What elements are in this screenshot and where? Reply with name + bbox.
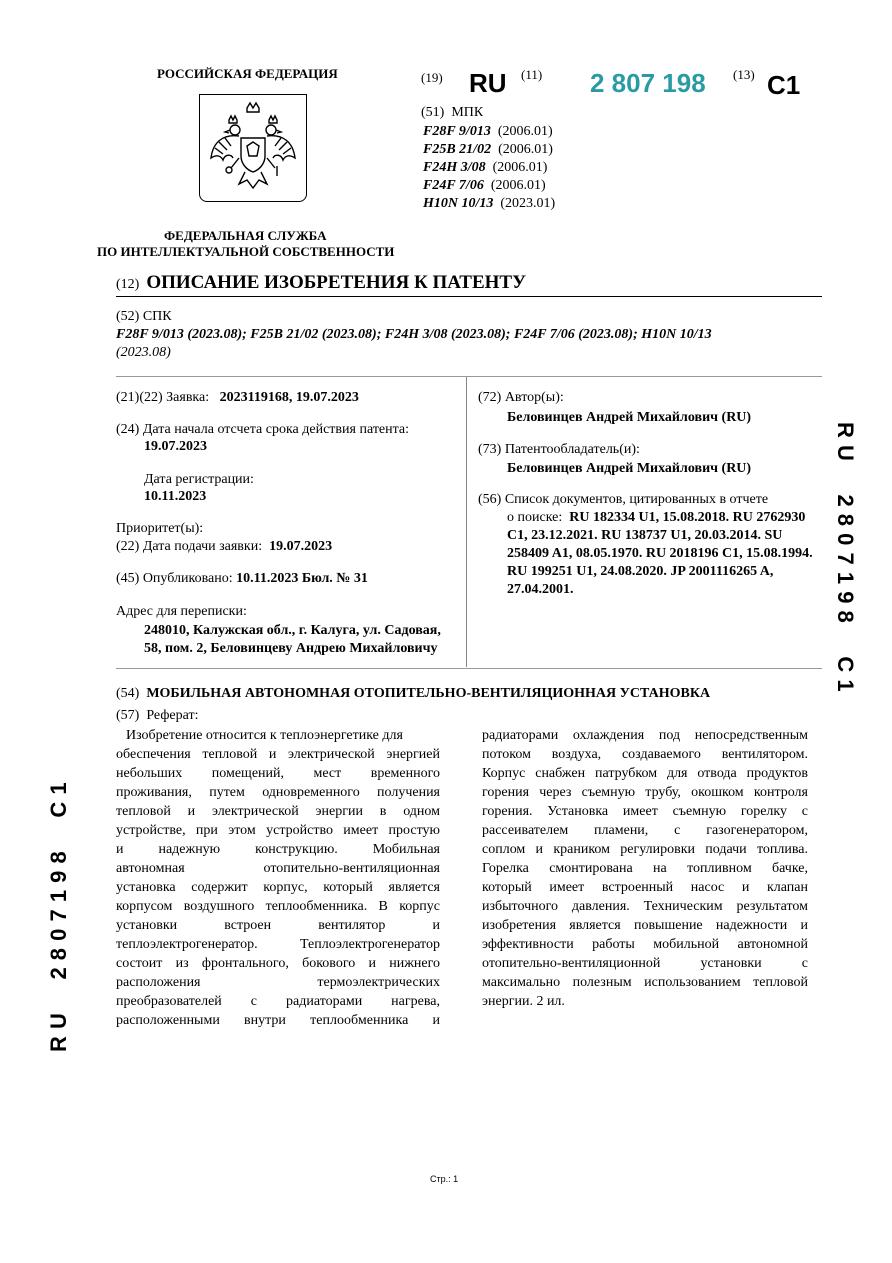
abstract-line: преобразователей с радиаторами нагрева, <box>116 994 440 1009</box>
abstract-line: устройстве, при этом устройство имеет простую <box>116 823 440 838</box>
kind-code: C1 <box>767 70 801 100</box>
abstract-line: Изобретение относится к теплоэнергетике для <box>126 728 403 743</box>
title-rule <box>116 296 822 297</box>
cited-line-3: 258409 A1, 08.05.1970. RU 2018196 C1, 15.08.1994. <box>507 546 813 561</box>
agency-name-line1: ФЕДЕРАЛЬНАЯ СЛУЖБА <box>164 228 327 243</box>
term-start-label: (24) Дата начала отсчета срока действия патента: <box>116 422 410 437</box>
abstract-line: проживания, путем одновременного получения <box>116 785 440 800</box>
agency-name-line2: ПО ИНТЕЛЛЕКТУАЛЬНОЙ СОБСТВЕННОСТИ <box>97 244 395 259</box>
abstract-line: который имеет встроенный насос и клапан <box>482 880 808 895</box>
abstract-heading <box>116 708 198 724</box>
abstract-line: тепловой и электрической энергии в одном <box>116 804 440 819</box>
cited-label: (56) Список документов, цитированных в отчете <box>478 492 769 507</box>
abstract-label: Реферат: <box>146 708 199 723</box>
abstract-line: отопительно-вентиляционной установки с <box>482 956 808 971</box>
registration-label: Дата регистрации: <box>144 472 254 487</box>
biblio-bottom-rule <box>116 668 822 669</box>
cited-line-5: 27.04.2001. <box>507 582 574 597</box>
ipc-entry: H10N 10/13 (2023.01) <box>423 196 556 211</box>
cited-line-4: RU 199251 U1, 24.08.2020. JP 2001116265 A, <box>507 564 774 579</box>
abstract-line: горения. Установка имеет съемную горелку с <box>482 804 808 819</box>
abstract-line: энергии. 2 ил. <box>482 994 565 1009</box>
abstract-line: расположения термоэлектрических <box>116 975 440 990</box>
priority-label: Приоритет(ы): <box>116 521 204 536</box>
abstract-line: состоит из фронтального, бокового и нижнего <box>116 956 440 971</box>
authors-value: Беловинцев Андрей Михайлович (RU) <box>507 410 752 425</box>
holder-label: (73) Патентообладатель(и): <box>478 442 640 457</box>
page-number: Стр.: 1 <box>430 1174 459 1184</box>
code-51: (51) <box>421 105 445 120</box>
abstract-line: теплоэлектрогенератор. Теплоэлектрогенератор <box>116 937 440 952</box>
address-line2: 58, пом. 2, Беловинцеву Андрею Михайловичу <box>144 641 438 656</box>
abstract-line: радиаторами охлаждения под непосредственным <box>482 728 808 743</box>
address-line1: 248010, Калужская обл., г. Калуга, ул. Садовая, <box>144 623 441 638</box>
abstract-line: установка содержит корпус, который является <box>116 880 440 895</box>
side-patent-number-right: R U 2 8 0 7 1 9 8 C 1 <box>833 422 858 693</box>
ipc-heading <box>421 105 483 121</box>
term-start-value: 19.07.2023 <box>144 439 207 454</box>
code-19: (19) <box>421 70 443 85</box>
side-patent-number-left: R U 2 8 0 7 1 9 8 C 1 <box>46 781 71 1052</box>
spk-codes-line2: (2023.08) <box>116 345 171 360</box>
abstract-line: максимально полезным использованием тепловой <box>482 975 808 990</box>
spk-heading <box>116 309 172 325</box>
biblio-divider <box>466 377 467 667</box>
abstract-line: и надежную конструкцию. Мобильная <box>116 842 440 857</box>
authors-label: (72) Автор(ы): <box>478 390 564 405</box>
abstract-line: автономная отопительно-вентиляционная <box>116 861 440 876</box>
spk-codes-line1: F28F 9/013 (2023.08); F25B 21/02 (2023.08); F24H 3/08 (2023.08); F24F 7/06 (2023.08); H10N 10/13 <box>116 327 712 342</box>
invention-title-row <box>116 684 710 702</box>
abstract-line: горения через съемную трубу, окошком контроля <box>482 785 808 800</box>
biblio-top-rule <box>116 376 822 377</box>
registration-value: 10.11.2023 <box>144 489 207 504</box>
ipc-entry: F24F 7/06 (2006.01) <box>423 178 546 193</box>
code-54: (54) <box>116 686 140 701</box>
abstract-right-column <box>482 726 808 1011</box>
code-13: (13) <box>733 67 755 82</box>
published-field: (45) Опубликовано: 10.11.2023 Бюл. № 31 <box>116 571 368 586</box>
code-52: (52) <box>116 309 140 324</box>
invention-title: МОБИЛЬНАЯ АВТОНОМНАЯ ОТОПИТЕЛЬНО-ВЕНТИЛЯЦИОННАЯ УСТАНОВКА <box>146 686 711 701</box>
document-title-row <box>116 272 526 294</box>
country-name: РОССИЙСКАЯ ФЕДЕРАЦИЯ <box>157 66 338 81</box>
ipc-entry: F24H 3/08 (2006.01) <box>423 160 548 175</box>
abstract-line: соплом и краником регулировки подачи топлива. <box>482 842 808 857</box>
abstract-line: Горелка смонтирована на топливном бачке, <box>482 861 808 876</box>
holder-value: Беловинцев Андрей Михайлович (RU) <box>507 461 752 476</box>
code-12: (12) <box>116 277 140 292</box>
ipc-entry: F25B 21/02 (2006.01) <box>423 142 553 157</box>
abstract-line: обеспечения тепловой и электрической энергией <box>116 747 440 762</box>
abstract-line: небольших помещений, мест временного <box>116 766 440 781</box>
patent-number: 2 807 198 <box>590 68 706 98</box>
cited-line-2: C1, 23.12.2021. RU 138737 U1, 20.03.2014. SU <box>507 528 783 543</box>
abstract-line: изобретения является повышение надежности и <box>482 918 808 933</box>
state-emblem-frame <box>199 94 307 202</box>
abstract-line: эффективности работы мобильной автономной <box>482 937 808 952</box>
address-label: Адрес для переписки: <box>116 604 247 619</box>
code-11: (11) <box>521 67 543 82</box>
double-headed-eagle-icon <box>203 98 303 198</box>
filing-date-field: (22) Дата подачи заявки: 19.07.2023 <box>116 539 333 554</box>
spk-label: СПК <box>142 309 172 324</box>
application-field: (21)(22) Заявка: 2023119168, 19.07.2023 <box>116 390 359 405</box>
abstract-line: установки встроен вентилятор и <box>116 918 440 933</box>
abstract-line: Корпус снабжен патрубком для отвода продуктов <box>482 766 808 781</box>
abstract-left-column <box>116 726 440 1030</box>
abstract-line: корпусом воздушного теплообменника. В корпус <box>116 899 440 914</box>
abstract-line: рассеивателем пламени, с газогенератором, <box>482 823 808 838</box>
document-title: ОПИСАНИЕ ИЗОБРЕТЕНИЯ К ПАТЕНТУ <box>146 272 527 293</box>
code-57: (57) <box>116 708 140 723</box>
country-code: RU <box>469 68 507 98</box>
abstract-line: расположенными внутри теплообменника и <box>116 1013 440 1028</box>
mpk-label: МПК <box>451 105 484 120</box>
abstract-line: потоком воздуха, создаваемого вентилятором. <box>482 747 808 762</box>
cited-line-1: о поиске: RU 182334 U1, 15.08.2018. RU 2762930 <box>507 510 806 525</box>
ipc-list <box>423 123 555 213</box>
abstract-line: избыточного давления. Техническим результатом <box>482 899 808 914</box>
ipc-entry: F28F 9/013 (2006.01) <box>423 124 553 139</box>
